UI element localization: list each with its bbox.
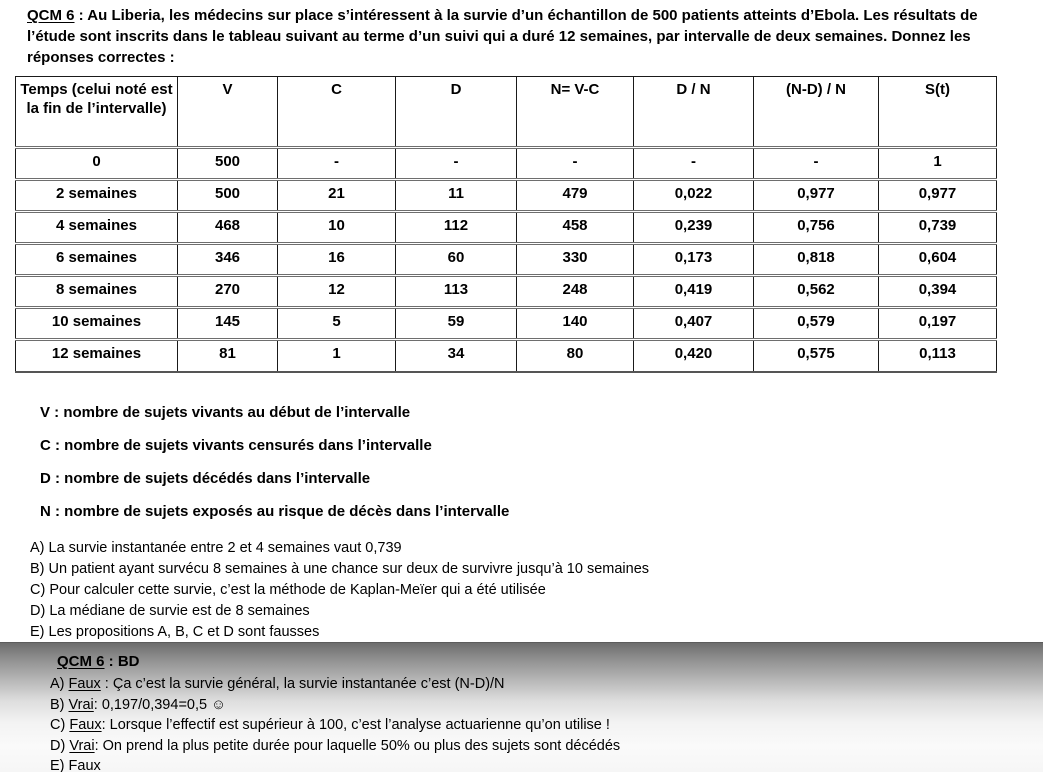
answer-verdict: Faux [69,717,102,733]
answer-line [50,695,1043,716]
answer-panel [0,642,1043,772]
answer-line-text: : Lorsque l’effectif est supérieur à 100, c’est l’analyse actuarienne qu’on utilise ! [101,717,610,733]
table-cell: 145 [178,308,278,340]
table-cell: 0,604 [879,244,997,276]
table-cell: - [278,148,396,180]
definition-line: D : nombre de sujets décédés dans l’intervalle [40,470,371,487]
answer-verdict: Faux [68,676,101,692]
option-line: D) La médiane de survie est de 8 semaines [30,603,310,619]
table-row [16,244,997,276]
table-cell: - [517,148,634,180]
table-cell: 4 semaines [16,212,178,244]
table-cell: 0,022 [634,180,754,212]
answer-title-number: QCM 6 [57,653,105,670]
table-cell: 21 [278,180,396,212]
table-cell: 59 [396,308,517,340]
answer-line-text: : Ça c’est la survie général, la survie instantanée c’est (N-D)/N [100,676,505,692]
answer-options [30,538,649,643]
table-cell: 0,407 [634,308,754,340]
table-cell: 479 [517,180,634,212]
table-cell: 0,239 [634,212,754,244]
table-cell: 10 [278,212,396,244]
table-cell: 81 [178,340,278,372]
table-row [16,276,997,308]
table-cell: 8 semaines [16,276,178,308]
definition-line: N : nombre de sujets exposés au risque de décès dans l’intervalle [40,503,510,520]
option-line: B) Un patient ayant survécu 8 semaines à une chance sur deux de survivre jusqu’à 10 semaines [30,561,650,577]
table-cell: 113 [396,276,517,308]
table-row [16,340,997,372]
definition-line: C : nombre de sujets vivants censurés dans l’intervalle [40,437,432,454]
table-cell: - [396,148,517,180]
variable-definitions [40,403,509,535]
answer-line-text: : 0,197/0,394=0,5 ☺ [93,696,226,713]
table-cell: 0,197 [879,308,997,340]
column-header: D [396,77,517,148]
table-cell: 80 [517,340,634,372]
answer-line [50,674,1043,695]
column-header: V [178,77,278,148]
answer-line [50,736,1043,757]
question-number: QCM 6 [27,7,75,24]
table-cell: 0,113 [879,340,997,372]
answer-explanations [50,674,1043,772]
table-cell: 34 [396,340,517,372]
answer-title [57,652,1043,672]
table-cell: 12 [278,276,396,308]
column-header: S(t) [879,77,997,148]
table-cell: 0,818 [754,244,879,276]
table-cell: 0,173 [634,244,754,276]
table-cell: 0,756 [754,212,879,244]
option-line: A) La survie instantanée entre 2 et 4 semaines vaut 0,739 [30,540,402,556]
table-cell: 60 [396,244,517,276]
table-cell: - [634,148,754,180]
column-header: Temps (celui noté est la fin de l’intervalle) [16,77,178,148]
table-cell: 6 semaines [16,244,178,276]
table-cell: - [754,148,879,180]
table-cell: 0,575 [754,340,879,372]
table-cell: 10 semaines [16,308,178,340]
table-cell: 1 [879,148,997,180]
table-cell: 0,579 [754,308,879,340]
table-cell: 0,739 [879,212,997,244]
survival-table-header [16,77,997,148]
option-line: E) Les propositions A, B, C et D sont fausses [30,624,320,640]
table-cell: 2 semaines [16,180,178,212]
table-cell: 1 [278,340,396,372]
table-cell: 0,562 [754,276,879,308]
column-header: C [278,77,396,148]
answer-line [50,715,1043,736]
answer-line [50,756,1043,772]
table-cell: 16 [278,244,396,276]
table-cell: 330 [517,244,634,276]
answer-line-prefix: A) [50,676,69,692]
answer-line-prefix: B) [50,696,69,713]
answer-verdict: Faux [68,758,101,772]
question-text: : Au Liberia, les médecins sur place s’intéressent à la survie d’un échantillon de 500 patients atteints d’Ebola. Les résultats de l’étude sont inscrits dans le tableau suivant au terme d’un suivi qui a duré 12 semaines, par intervalle de deux semaines. Donnez les réponses correctes : [27,7,978,66]
option-line: C) Pour calculer cette survie, c’est la méthode de Kaplan-Meïer qui a été utilisée [30,582,546,598]
table-cell: 0,420 [634,340,754,372]
survival-table [15,76,997,373]
table-cell: 11 [396,180,517,212]
table-cell: 0,977 [879,180,997,212]
table-cell: 112 [396,212,517,244]
column-header: D / N [634,77,754,148]
table-cell: 0,394 [879,276,997,308]
table-cell: 0,977 [754,180,879,212]
survival-table-body [16,148,997,372]
table-cell: 0,419 [634,276,754,308]
table-cell: 500 [178,180,278,212]
table-cell: 140 [517,308,634,340]
table-cell: 500 [178,148,278,180]
table-cell: 248 [517,276,634,308]
table-cell: 458 [517,212,634,244]
table-cell: 270 [178,276,278,308]
answer-verdict: Vrai [68,696,94,713]
table-cell: 0 [16,148,178,180]
answer-title-letters: : BD [104,653,140,670]
table-row [16,212,997,244]
definition-line: V : nombre de sujets vivants au début de l’intervalle [40,404,411,421]
table-cell: 12 semaines [16,340,178,372]
table-cell: 5 [278,308,396,340]
table-header-row [16,77,997,148]
column-header: (N-D) / N [754,77,879,148]
table-row [16,308,997,340]
column-header: N= V-C [517,77,634,148]
table-cell: 468 [178,212,278,244]
table-row [16,180,997,212]
question-intro [27,5,1022,68]
answer-verdict: Vrai [69,737,95,754]
table-row [16,148,997,180]
answer-line-prefix: C) [50,717,70,733]
table-cell: 346 [178,244,278,276]
answer-line-prefix: E) [50,758,69,772]
answer-line-text: : On prend la plus petite durée pour laquelle 50% ou plus des sujets sont décédés [94,737,621,754]
answer-line-prefix: D) [50,737,70,754]
